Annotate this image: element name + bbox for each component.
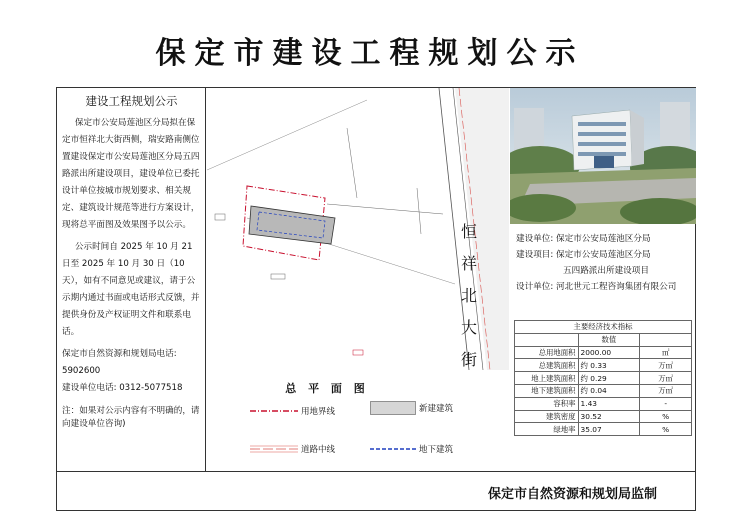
table-row xyxy=(515,397,692,410)
project-name-value: 保定市公安局莲池区分局 xyxy=(556,250,651,260)
notice-paragraph-intro: 保定市公安局莲池区分局拟在保定市恒祥北大街西侧，瑞安路南侧位置建设保定市公安局莲池区分局五四路派出所建设项目，建设单位已委托设计单位按城市规划要求、相关规定、建筑设计规范等进行方案设计，现将总平面图及效果图予以公示。 xyxy=(62,118,200,230)
row-value: 35.07 xyxy=(578,423,640,436)
designer-value: 河北世元工程咨询集团有限公司 xyxy=(556,282,677,292)
row-unit: % xyxy=(640,410,692,423)
project-name-label: 建设项目: xyxy=(516,250,554,260)
row-value: 30.52 xyxy=(578,410,640,423)
table-row xyxy=(515,423,692,436)
site-plan-drawing xyxy=(207,88,509,370)
row-label: 容积率 xyxy=(515,397,579,410)
road-centerline-icon xyxy=(250,444,298,454)
notice-title: 建设工程规划公示 xyxy=(85,94,178,108)
row-value: 1.43 xyxy=(578,397,640,410)
construction-unit-value: 保定市公安局莲池区分局 xyxy=(556,234,651,244)
row-label: 绿地率 xyxy=(515,423,579,436)
row-value: 2000.00 xyxy=(578,346,640,359)
row-label: 建筑密度 xyxy=(515,410,579,423)
table-header-row xyxy=(515,333,692,346)
row-unit: ㎡ xyxy=(640,346,692,359)
underground-line-icon xyxy=(370,445,416,453)
table-row xyxy=(515,384,692,397)
table-row xyxy=(515,410,692,423)
annotation-mark xyxy=(215,214,225,220)
designer-label: 设计单位: xyxy=(516,282,554,292)
planning-bureau-phone: 5902600 xyxy=(62,366,101,376)
dimension-line xyxy=(347,128,357,198)
table-title-row xyxy=(515,321,692,334)
legend-boundary xyxy=(250,405,335,417)
construction-unit-label: 建设单位: xyxy=(516,234,554,244)
row-unit: 万㎡ xyxy=(640,359,692,372)
construction-unit-row xyxy=(516,231,696,247)
row-unit: % xyxy=(640,423,692,436)
boundary-line-icon xyxy=(250,407,298,415)
row-unit: 万㎡ xyxy=(640,384,692,397)
page-title: 保定市建设工程规划公示 xyxy=(155,36,585,71)
row-label: 总建筑面积 xyxy=(515,359,579,372)
street-name-label: 恒 祥 北 大 街 xyxy=(461,222,478,369)
row-label: 地下建筑面积 xyxy=(515,384,579,397)
project-name-line2: 五四路派出所建设项目 xyxy=(563,266,649,276)
technical-indicators-table xyxy=(514,320,692,436)
notice-panel xyxy=(56,87,206,471)
row-label: 总用地面积 xyxy=(515,346,579,359)
site-plan-legend xyxy=(250,405,470,465)
table-row xyxy=(515,359,692,372)
row-value: 约 0.04 xyxy=(578,384,640,397)
dimension-line xyxy=(417,188,421,234)
notice-paragraph-period: 公示时间自 2025 年 10 月 21 日至 2025 年 10 月 30 日（10天），如有不同意见或建议，请于公示期内通过书面或电话形式反馈，并提供身份及产权证明文件和联系电话。 xyxy=(62,242,200,337)
designer-row xyxy=(516,279,696,295)
dimension-line xyxy=(327,204,443,214)
planning-bureau-phone-label: 保定市自然资源和规划局电话: xyxy=(62,349,177,359)
table-title: 主要经济技术指标 xyxy=(515,321,692,334)
rendering-image xyxy=(510,88,696,224)
project-info xyxy=(516,231,696,295)
legend-boundary-label: 用地界线 xyxy=(301,407,336,417)
row-value: 约 0.33 xyxy=(578,359,640,372)
legend-new-building-label: 新建建筑 xyxy=(419,404,454,414)
site-plan-title: 总 平 面 图 xyxy=(285,382,369,395)
footer-issuer: 保定市自然资源和规划局监制 xyxy=(488,487,658,502)
table-row xyxy=(515,346,692,359)
table-header-value: 数值 xyxy=(578,333,640,346)
building-rendering-svg xyxy=(510,88,696,224)
developer-phone: 建设单位电话: 0312-5077518 xyxy=(62,383,183,393)
new-building xyxy=(249,206,335,244)
row-label: 地上建筑面积 xyxy=(515,372,579,385)
reference-line xyxy=(207,100,367,170)
row-unit: - xyxy=(640,397,692,410)
annotation-mark xyxy=(353,350,363,355)
new-building-swatch-icon xyxy=(370,401,416,415)
legend-new-building xyxy=(370,401,453,415)
legend-underground xyxy=(370,443,453,455)
table-row xyxy=(515,372,692,385)
legend-road-center xyxy=(250,443,335,455)
row-unit: 万㎡ xyxy=(640,372,692,385)
project-name-row xyxy=(516,247,696,263)
footer-divider xyxy=(56,471,696,472)
annotation-mark xyxy=(271,274,285,279)
legend-underground-label: 地下建筑 xyxy=(419,445,454,455)
notice-footnote: 注：如果对公示内容有不明确的，请向建设单位咨询) xyxy=(62,406,200,429)
legend-road-center-label: 道路中线 xyxy=(301,445,336,455)
row-value: 约 0.29 xyxy=(578,372,640,385)
